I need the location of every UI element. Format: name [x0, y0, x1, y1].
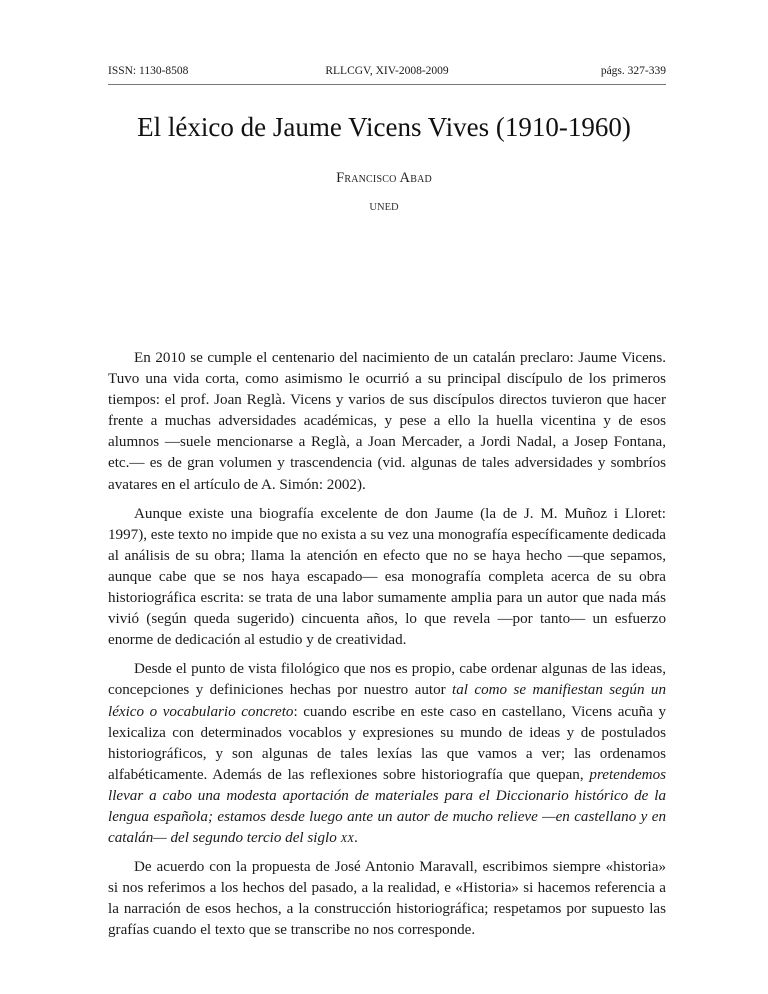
- paragraph-3-italic-d: pretendemos llevar a cabo una modesta aportación de materiales para el Diccionario histórico de la lengua española; estamos desde luego ante un autor de mucho relieve —en castellano y en catalán— del segundo tercio del siglo: [108, 766, 666, 847]
- running-header: [108, 62, 666, 84]
- paragraph-4: De acuerdo con la propuesta de José Antonio Maravall, escribimos siempre «historia» si nos referimos a los hechos del pasado, a la realidad, e «Historia» si hacemos referencia a la narración de esos hechos, a la construcción historiográfica; respetamos por supuesto las grafías cuando el texto que se transcribe no nos corresponde.: [108, 859, 666, 939]
- author-affiliation: UNED: [369, 202, 399, 213]
- paragraph-1: En 2010 se cumple el centenario del nacimiento de un catalán preclaro: Jaume Vicens. Tuvo una vida corta, como asimismo le ocurrió a su principal discípulo de los primeros tiempos: el prof. Joan Reglà. Vicens y varios de sus discípulos directos tuvieron que hacer frente a muchas adversidades académicas, y pese a ello la huella vicentina y de esos alumnos —suele mencionarse a Reglà, a Joan Mercader, a Jordi Nadal, a Josep Fontana, etc.— es de gran volumen y trascendencia (vid. algunas de tales adversidades y sombríos avatares en el artículo de A. Simón: 2002).: [108, 350, 666, 493]
- article-title: El léxico de Jaume Vicens Vives (1910-1960): [137, 112, 631, 142]
- author-name: Francisco Abad: [336, 170, 432, 186]
- paragraph-3-text-a: Desde el punto de vista filológico que nos es propio, cabe ordenar algunas de las ideas, concepciones y definiciones hechas por nuestro autor: [108, 661, 666, 699]
- century-numeral: xx: [340, 830, 354, 847]
- paragraph-3-italic-b: tal como se manifiestan según un léxico o vocabulario concreto: [108, 682, 666, 720]
- paragraph-3-text-c: : cuando escribe en este caso en castellano, Vicens acuña y lexicaliza con determinados vocablos y expresiones su mundo de ideas y de postulados historiográficos, y son algunas de tales lexías las que vamos a ver; las ordenamos alfabéticamente. Además de las reflexiones sobre historiografía que quepan,: [108, 703, 666, 783]
- article-body: [108, 348, 666, 950]
- paragraph-2: Aunque existe una biografía excelente de don Jaume (la de J. M. Muñoz i Lloret: 1997), este texto no impide que no exista a su vez una monografía específicamente dedicada al análisis de su obra; llama la atención en efecto que no se haya hecho —que sepamos, aunque cabe que se nos haya escapado— esa monografía completa acerca de su obra historiográfica escrita: se trata de una labor sumamente amplia para un autor que nada más vivió (según queda sugerido) cincuenta años, lo que revela —por tanto— un esfuerzo enorme de dedicación al estudio y de creatividad.: [108, 505, 666, 649]
- paragraph-3-text-f: .: [353, 830, 358, 847]
- page-range: págs. 327-339: [600, 65, 666, 77]
- journal-volume: RLLCGV, XIV-2008-2009: [325, 65, 449, 77]
- header-rule: [108, 84, 666, 85]
- issn: ISSN: 1130-8508: [108, 65, 189, 77]
- paragraph-3: [108, 659, 666, 849]
